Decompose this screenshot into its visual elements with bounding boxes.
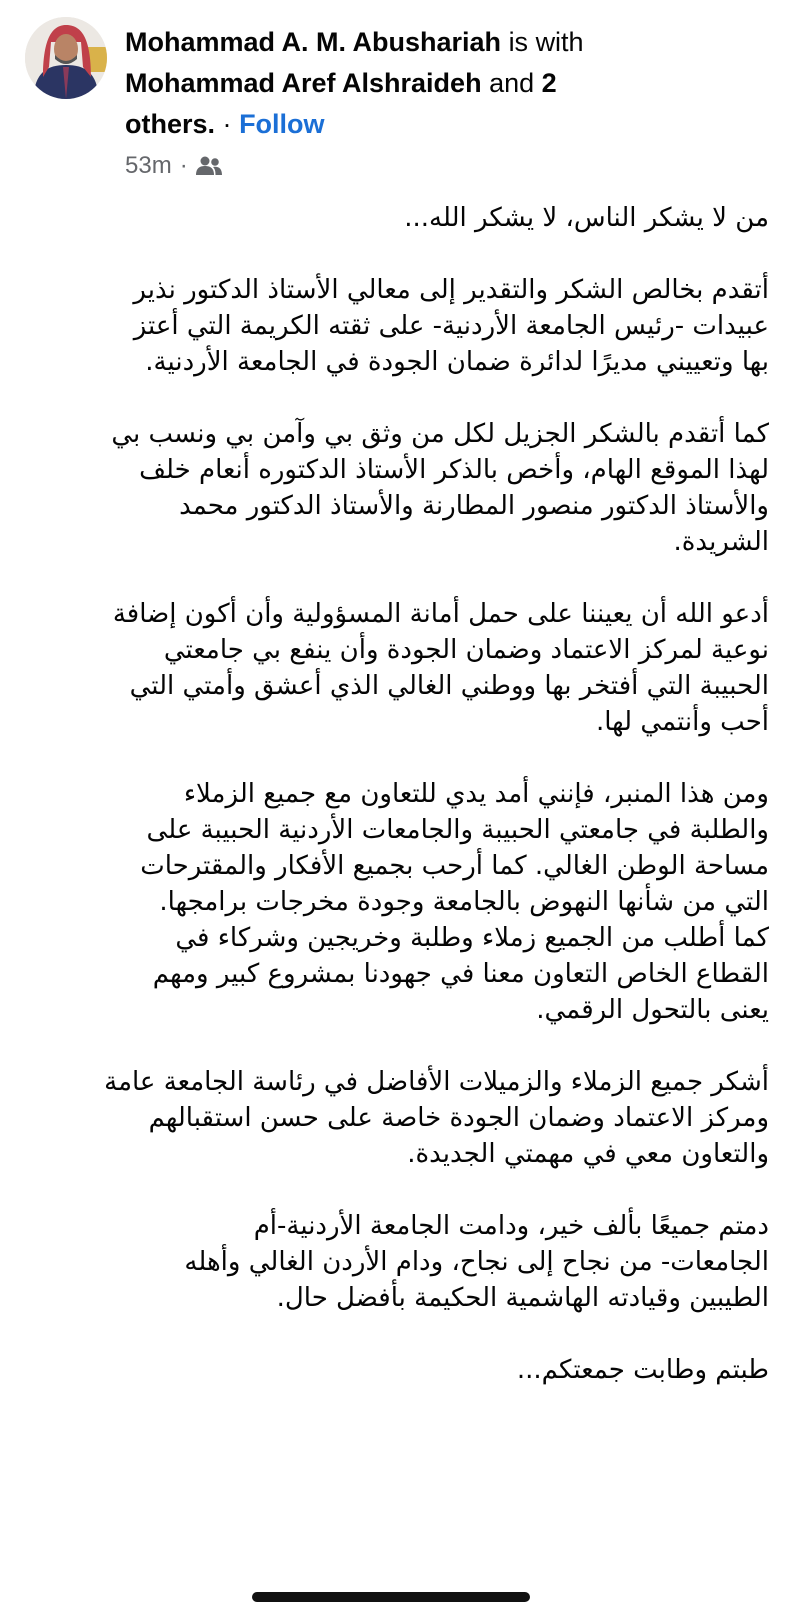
text-line: والطلبة في جامعتي الحبيبة والجامعات الأردنية الحبيبة على	[146, 815, 769, 845]
text-line: والأستاذ الدكتور منصور المطارنة والأستاذ الدكتور محمد	[179, 491, 769, 521]
text-line: الجامعات- من نجاح إلى نجاح، ودام الأردن الغالي وأهله	[184, 1247, 769, 1277]
text-line: كما أطلب من الجميع زملاء وطلبة وخريجين وشركاء في	[175, 923, 769, 953]
post-paragraph	[19, 200, 769, 236]
post-header	[125, 22, 765, 145]
text-line: نوعية لمركز الاعتماد وضمان الجودة وأن ينفع بي جامعتي	[163, 635, 769, 665]
post-time[interactable]: 53m	[125, 152, 172, 179]
text-line: الطيبين وقيادته الهاشمية الحكيمة بأفضل حال.	[276, 1283, 769, 1313]
post-paragraph	[19, 1208, 769, 1316]
text-line: عبيدات -رئيس الجامعة الأردنية- على ثقته الكريمة التي أعتز	[133, 311, 769, 341]
text-line: أحب وأنتمي لها.	[595, 707, 769, 737]
others-count[interactable]: 2	[541, 68, 557, 98]
post-meta	[125, 152, 222, 180]
meta-separator: ·	[179, 152, 188, 179]
author-name[interactable]: Mohammad A. M. Abushariah	[125, 27, 502, 57]
and-text: and	[489, 68, 535, 98]
avatar-photo	[25, 17, 107, 99]
home-indicator[interactable]	[252, 1592, 530, 1602]
with-text: is with	[508, 27, 584, 57]
text-line: مساحة الوطن الغالي. كما أرحب بجميع الأفكار والمقترحات	[140, 851, 769, 881]
text-line: أشكر جميع الزملاء والزميلات الأفاضل في رئاسة الجامعة عامة	[104, 1067, 769, 1097]
post-text	[19, 200, 769, 1424]
text-line: التي من شأنها النهوض بالجامعة وجودة مخرجات برامجها.	[159, 887, 769, 917]
text-line: كما أتقدم بالشكر الجزيل لكل من وثق بي وآمن بي ونسب بي	[111, 419, 769, 449]
tagged-person[interactable]: Mohammad Aref Alshraideh	[125, 68, 482, 98]
text-line: أدعو الله أن يعيننا على حمل أمانة المسؤولية وأن أكون إضافة	[112, 599, 769, 629]
text-line: الحبيبة التي أفتخر بها ووطني الغالي الذي أعشق وأمتي التي	[129, 671, 769, 701]
text-line: بها وتعييني مديرًا لدائرة ضمان الجودة في الجامعة الأردنية.	[145, 347, 769, 377]
post-paragraph	[19, 1352, 769, 1388]
text-line: يعنى بالتحول الرقمي.	[536, 995, 769, 1025]
post-paragraph	[19, 596, 769, 740]
text-line: لهذا الموقع الهام، وأخص بالذكر الأستاذ الدكتوره أنعام خلف	[139, 455, 769, 485]
text-line: ومن هذا المنبر، فإنني أمد يدي للتعاون مع جميع الزملاء	[183, 779, 769, 809]
friends-icon[interactable]	[196, 156, 222, 176]
text-line: أتقدم بخالص الشكر والتقدير إلى معالي الأستاذ الدكتور نذير	[133, 275, 769, 305]
text-line: القطاع الخاص التعاون معنا في جهودنا بمشروع كبير ومهم	[152, 959, 769, 989]
author-avatar[interactable]	[25, 17, 107, 99]
others-text[interactable]: others.	[125, 109, 216, 139]
text-line: دمتم جميعًا بألف خير، ودامت الجامعة الأردنية-أم	[253, 1211, 769, 1241]
text-line: ومركز الاعتماد وضمان الجودة خاصة على حسن استقبالهم	[148, 1103, 769, 1133]
post-paragraph	[19, 1064, 769, 1172]
text-line: والتعاون معي في مهمتي الجديدة.	[407, 1139, 769, 1169]
separator: ·	[222, 109, 232, 139]
text-line: من لا يشكر الناس، لا يشكر الله...	[404, 203, 769, 233]
text-line: طبتم وطابت جمعتكم...	[516, 1355, 769, 1385]
post-paragraph	[19, 776, 769, 1028]
post-paragraph	[19, 272, 769, 380]
text-line: الشريدة.	[673, 527, 769, 557]
post-paragraph	[19, 416, 769, 560]
follow-button[interactable]: Follow	[239, 109, 325, 139]
